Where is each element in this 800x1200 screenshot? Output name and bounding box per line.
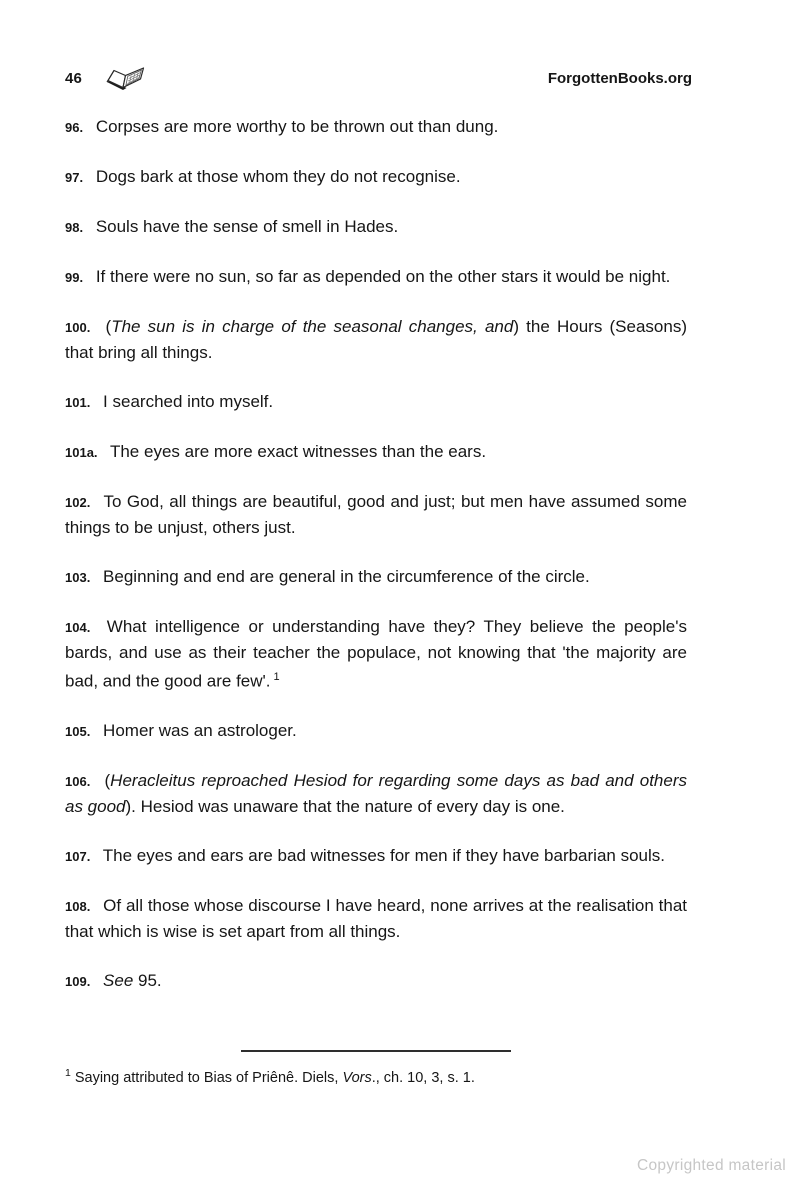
footnote-text: Saying attributed to Bias of Priênê. Diels, [74, 1069, 343, 1086]
page-number: 46 [65, 69, 83, 87]
page-header [65, 62, 692, 94]
footnote-marker: 1 [65, 1066, 71, 1079]
fragment-text: ( [104, 770, 111, 790]
fragment-number: 103. [65, 570, 91, 585]
fragment-number: 96. [65, 120, 84, 135]
fragment-number: 100. [65, 320, 91, 335]
fragment-number: 99. [65, 270, 84, 285]
fragment-number: 97. [65, 170, 84, 185]
fragment [65, 968, 687, 994]
fragment-number: 109. [65, 973, 91, 989]
copyright-watermark: Copyrighted material [636, 1157, 786, 1174]
fragment [65, 614, 687, 694]
fragment [65, 264, 687, 290]
fragment-number: 98. [65, 220, 84, 235]
footnote-text [75, 1069, 475, 1085]
fragment-text: Dogs bark at those whom they do not recognise. [95, 167, 461, 186]
fragment-text: Homer was an astrologer. [103, 720, 297, 740]
fragment-number: 104. [65, 620, 91, 635]
fragment-text: What intelligence or understanding have they? They believe the people's bards, and use as their teacher the populace, not knowing that 'the majority are bad, and the good are few'. [65, 617, 687, 691]
fragment-number: 106. [65, 773, 91, 789]
fragment-text: Souls have the sense of smell in Hades. [95, 217, 399, 236]
site-name: ForgottenBooks.org [547, 69, 692, 87]
fragment [65, 489, 687, 540]
open-book-icon [102, 62, 148, 94]
fragment-list [65, 114, 687, 994]
fragment-number: 107. [65, 848, 91, 864]
footnote-reference: 1 [273, 671, 280, 683]
fragment [65, 389, 687, 415]
fragment-text-italic: See [103, 970, 134, 990]
fragment-text: Beginning and end are general in the circumference of the circle. [103, 567, 590, 586]
footnote [65, 1061, 687, 1091]
fragment [65, 164, 687, 190]
fragment-text: To God, all things are beautiful, good and just; but men have assumed some things to be unjust, others just. [65, 492, 687, 537]
fragment-text: ). Hesiod was unaware that the nature of every day is one. [125, 796, 565, 816]
fragment-text: Of all those whose discourse I have heard, none arrives at the realisation that that which is wise is set apart from all things. [65, 895, 687, 941]
fragment [65, 768, 687, 819]
fragment [65, 718, 687, 744]
fragment [65, 564, 687, 590]
fragment [65, 439, 687, 465]
fragment-text: The eyes are more exact witnesses than the ears. [109, 442, 487, 461]
fragment-text: The eyes and ears are bad witnesses for men if they have barbarian souls. [102, 845, 665, 865]
footnote-text: ., ch. 10, 3, s. 1. [371, 1069, 475, 1086]
fragment-text: I searched into myself. [103, 392, 274, 411]
footnote-text-italic: Vors [342, 1069, 372, 1086]
fragment-text: 95. [133, 970, 162, 990]
fragment-number: 105. [65, 723, 91, 739]
fragment [65, 214, 687, 240]
fragment [65, 843, 687, 869]
fragment-text: If there were no sun, so far as depended on the other stars it would be night. [95, 267, 671, 286]
fragment-number: 102. [65, 495, 91, 510]
fragment-number: 108. [65, 898, 91, 914]
fragment-text: ) the Hours (Seasons) that bring all things. [65, 317, 688, 362]
fragment-text-italic: The sun is in charge of the seasonal changes, and [111, 317, 514, 336]
fragment [65, 314, 687, 365]
fragment-number: 101. [65, 395, 91, 410]
fragment-text-italic: Heracleitus reproached Hesiod for regarding some days as bad and others as good [65, 770, 687, 816]
footnote-divider [241, 1050, 511, 1052]
fragment [65, 114, 687, 140]
fragment [65, 893, 687, 944]
fragment-text: ( [105, 317, 112, 336]
fragment-number: 101a. [65, 445, 98, 460]
fragment-text: Corpses are more worthy to be thrown out than dung. [95, 117, 499, 136]
